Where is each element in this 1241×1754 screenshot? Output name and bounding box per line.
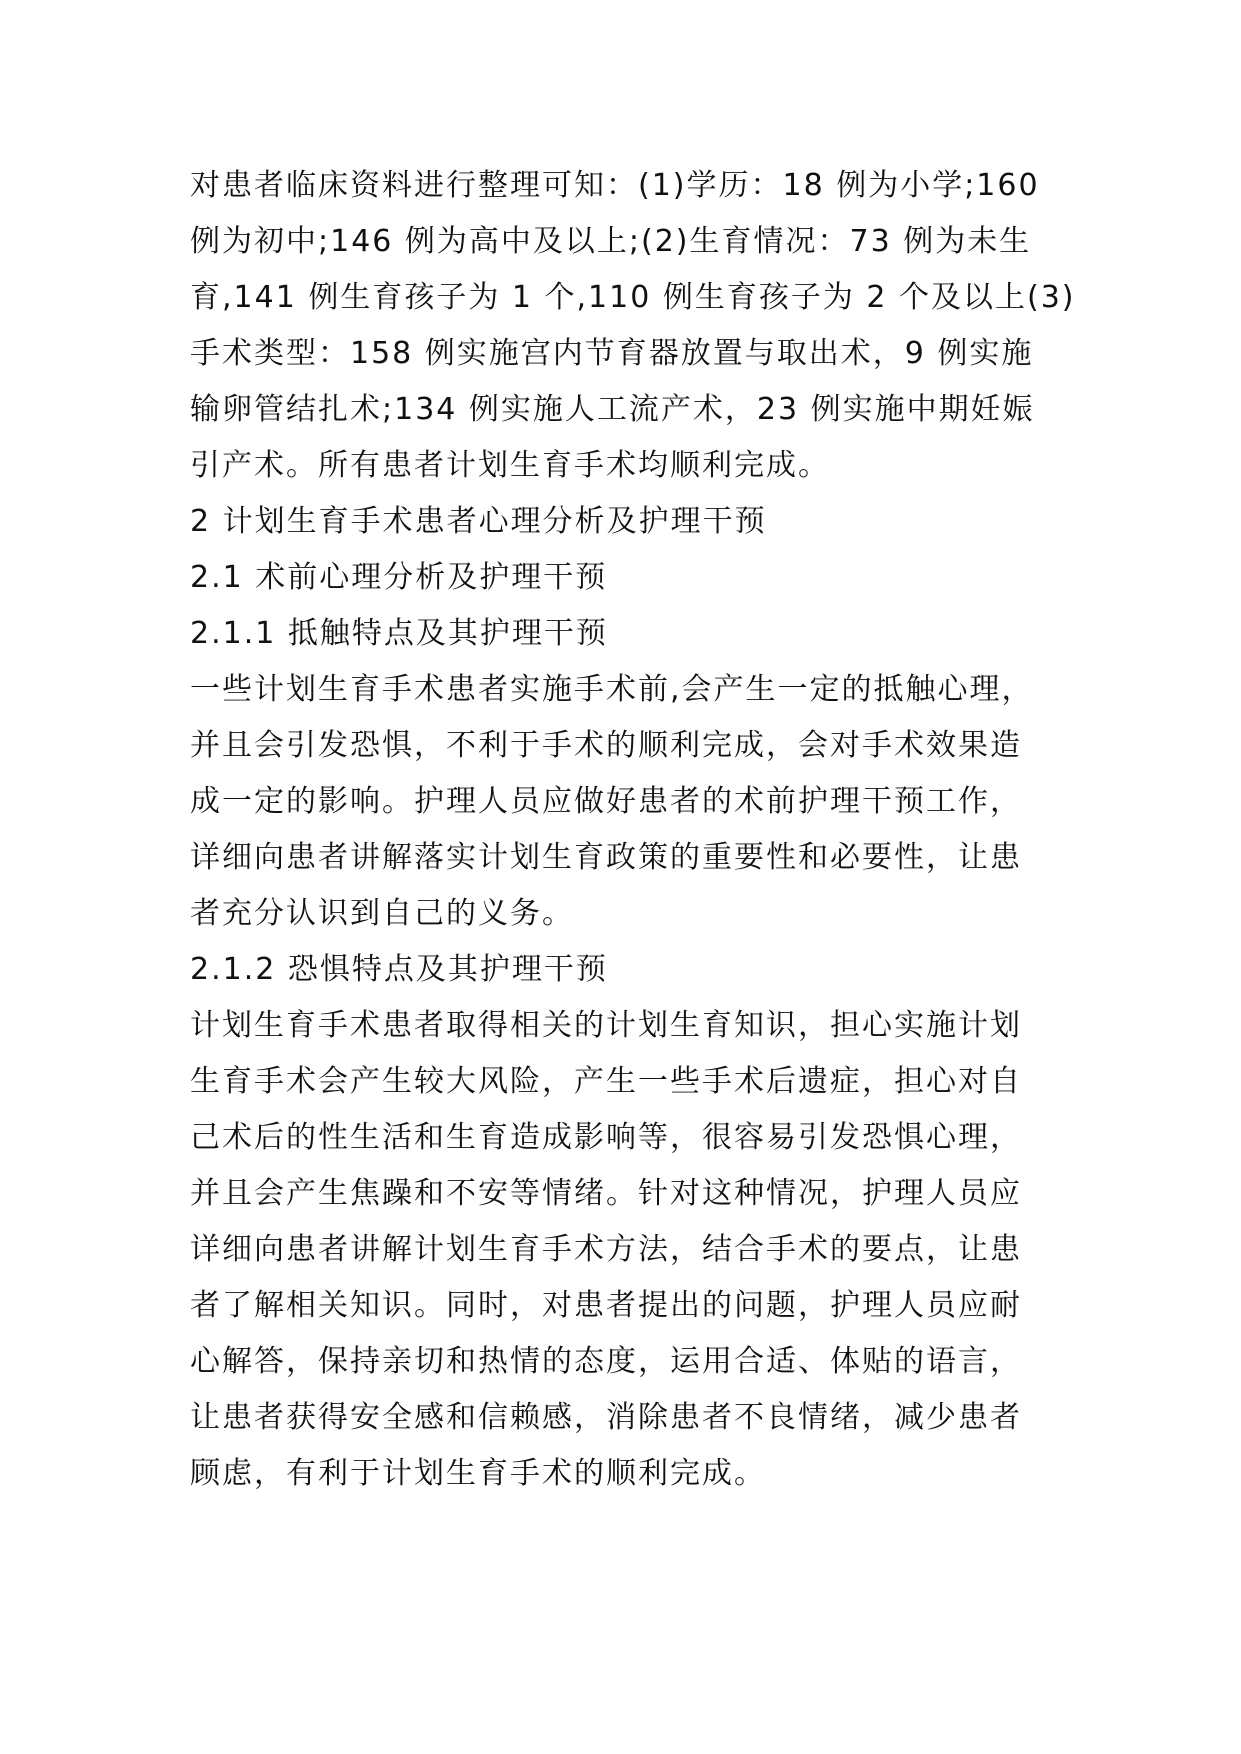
text-line: 成一定的影响。护理人员应做好患者的术前护理干预工作， — [190, 784, 1022, 819]
text-line: 计划生育手术患者取得相关的计划生育知识，担心实施计划 — [190, 1008, 1022, 1043]
text-line: 者了解相关知识。同时，对患者提出的问题，护理人员应耐 — [190, 1288, 1022, 1323]
text-line: 让患者获得安全感和信赖感，消除患者不良情绪，减少患者 — [190, 1400, 1022, 1435]
text-line: 例为初中;146 例为高中及以上;(2)生育情况：73 例为未生 — [190, 224, 1032, 259]
text-line: 生育手术会产生较大风险，产生一些手术后遗症，担心对自 — [190, 1064, 1022, 1099]
text-line: 并且会引发恐惧，不利于手术的顺利完成，会对手术效果造 — [190, 728, 1022, 763]
document-body — [190, 158, 1076, 1502]
text-line: 者充分认识到自己的义务。 — [190, 896, 574, 931]
text-line: 一些计划生育手术患者实施手术前,会产生一定的抵触心理， — [190, 672, 1034, 707]
text-line: 手术类型：158 例实施宫内节育器放置与取出术，9 例实施 — [190, 336, 1034, 371]
heading-section-2: 2 计划生育手术患者心理分析及护理干预 — [190, 504, 767, 539]
text-line: 己术后的性生活和生育造成影响等，很容易引发恐惧心理， — [190, 1120, 1022, 1155]
text-line: 引产术。所有患者计划生育手术均顺利完成。 — [190, 448, 830, 483]
text-line: 心解答，保持亲切和热情的态度，运用合适、体贴的语言， — [190, 1344, 1022, 1379]
text-line: 对患者临床资料进行整理可知：(1)学历：18 例为小学;160 — [190, 168, 1040, 203]
text-line: 顾虑，有利于计划生育手术的顺利完成。 — [190, 1456, 766, 1491]
text-line: 详细向患者讲解计划生育手术方法，结合手术的要点，让患 — [190, 1232, 1022, 1267]
paragraph-resistance — [190, 662, 1055, 942]
text-line: 详细向患者讲解落实计划生育政策的重要性和必要性，让患 — [190, 840, 1022, 875]
heading-section-2-1-1: 2.1.1 抵触特点及其护理干预 — [190, 616, 608, 651]
heading-section-2-1-2: 2.1.2 恐惧特点及其护理干预 — [190, 952, 608, 987]
text-line: 并且会产生焦躁和不安等情绪。针对这种情况，护理人员应 — [190, 1176, 1022, 1211]
text-line: 输卵管结扎术;134 例实施人工流产术，23 例实施中期妊娠 — [190, 392, 1035, 427]
text-line: 育,141 例生育孩子为 1 个,110 例生育孩子为 2 个及以上(3) — [190, 280, 1076, 315]
paragraph-fear — [190, 998, 1055, 1502]
paragraph-patient-data — [190, 158, 1076, 494]
heading-section-2-1: 2.1 术前心理分析及护理干预 — [190, 560, 608, 595]
